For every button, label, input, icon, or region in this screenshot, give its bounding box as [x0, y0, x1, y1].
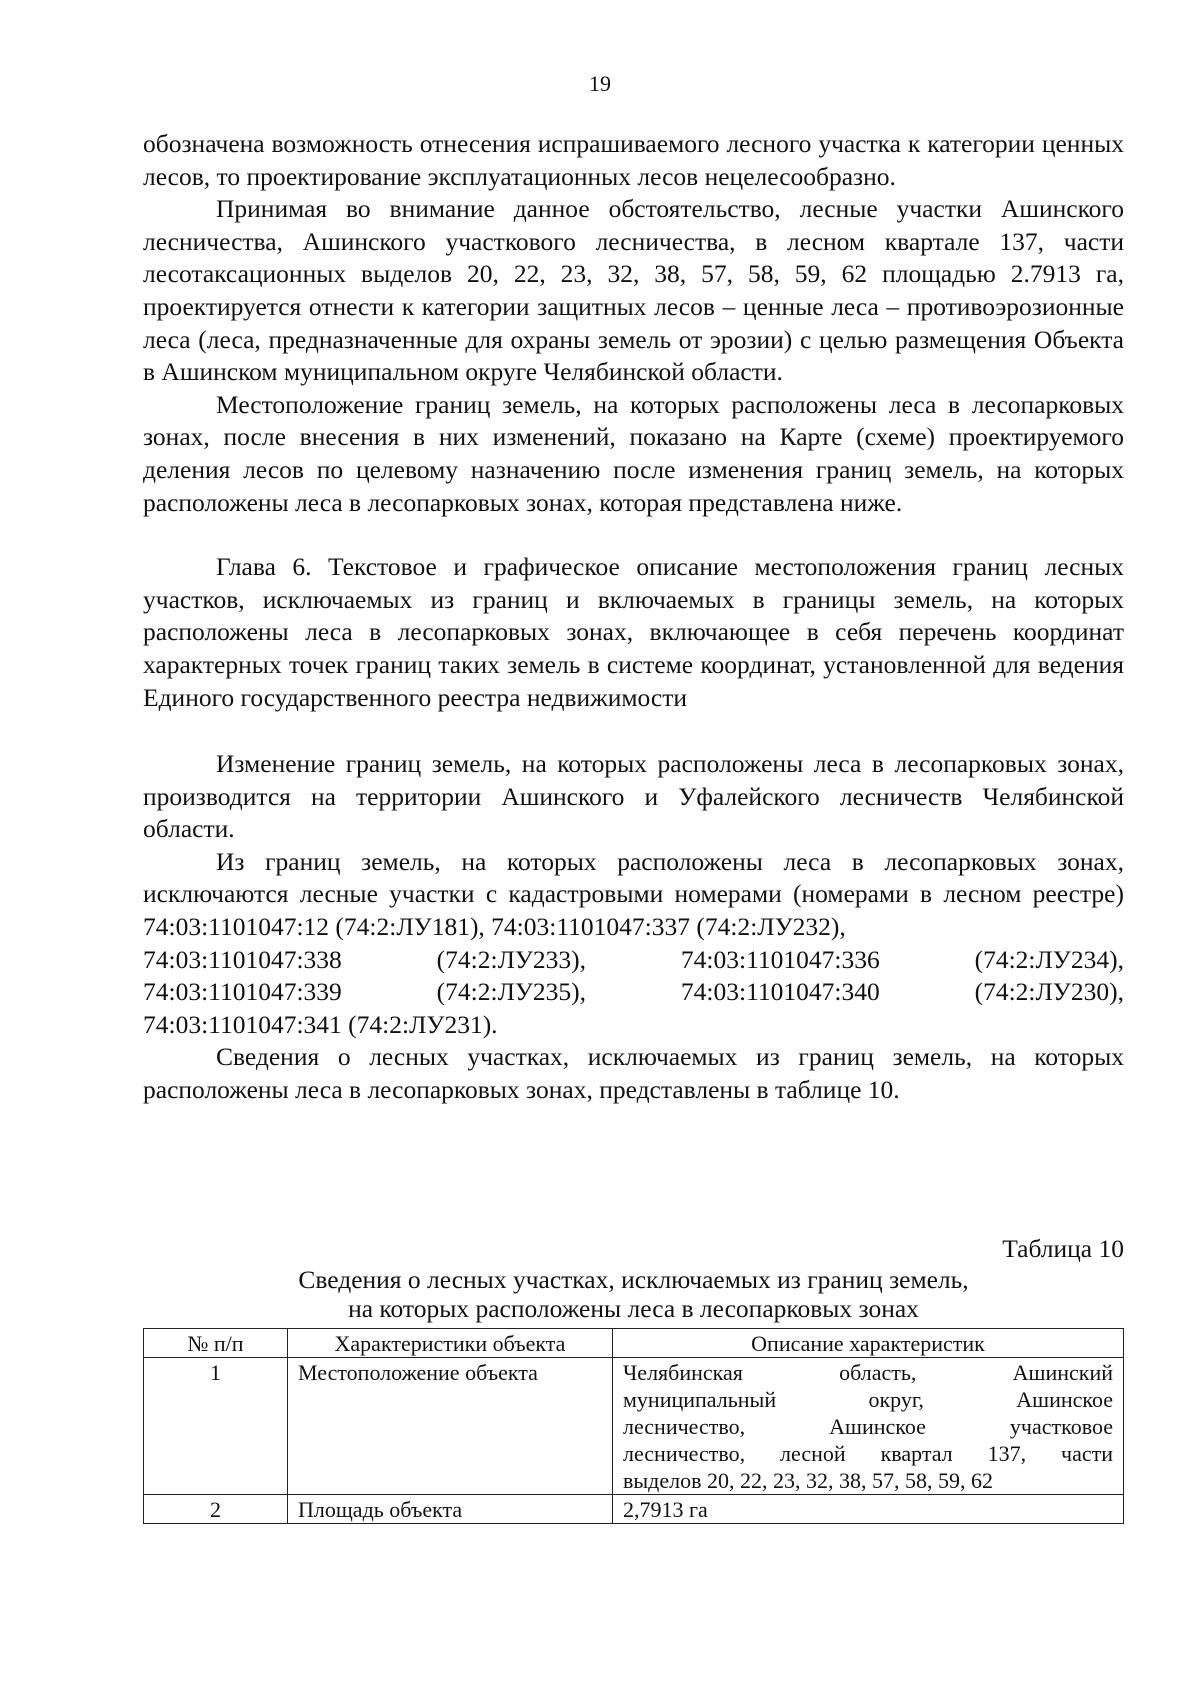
- description-line: [623, 1359, 1113, 1386]
- paragraph-5: Из границ земель, на которых расположены леса в лесопарковых зонах, исключаются лесные участки с кадастровыми номерами (номерами в лесном реестре) 74:03:1101047:12 (74:2:ЛУ181), 74:03:1101047:337 (74:2:ЛУ232),: [143, 846, 1124, 942]
- document-body: [143, 128, 1124, 1107]
- description-line: [623, 1467, 1113, 1494]
- description-word: лесничество,: [623, 1414, 746, 1439]
- table-row: [144, 1358, 1124, 1495]
- description-word: Ашинское: [829, 1414, 926, 1439]
- description-line: [623, 1440, 1113, 1467]
- description-cell: [613, 1495, 1124, 1524]
- page-number: 19: [589, 71, 611, 96]
- table-title-line: на которых расположены леса в лесопарковых зонах: [348, 1294, 919, 1323]
- cadastral-numbers-list: [143, 944, 1124, 1042]
- description-word: 2,7913 га: [623, 1497, 708, 1522]
- cadastral-number: 74:03:1101047:336: [680, 944, 880, 974]
- description-line: [623, 1386, 1113, 1413]
- table-row: [144, 1495, 1124, 1524]
- characteristic-cell: Площадь объекта: [288, 1495, 613, 1524]
- cadastral-number: 74:03:1101047:338: [143, 944, 342, 974]
- table-number: Таблица 10: [1002, 1234, 1124, 1263]
- description-word: округ,: [868, 1387, 924, 1412]
- paragraph-3: Местоположение границ земель, на которых расположены леса в лесопарковых зонах, после внесения в них изменений, показано на Карте (схеме) проектируемого деления лесов по целевому назначению после изменения границ земель, на которых расположены леса в лесопарковых зонах, которая представлена ниже.: [143, 389, 1124, 517]
- cadastral-number: 74:03:1101047:339: [143, 977, 342, 1007]
- description-line: [623, 1496, 1113, 1523]
- cadastral-number: 74:03:1101047:340: [680, 977, 880, 1007]
- data-table: [143, 1328, 1124, 1524]
- description-word: квартал: [880, 1441, 953, 1466]
- description-word: Ашинское: [1016, 1387, 1113, 1412]
- row-number: 1: [144, 1358, 288, 1495]
- description-word: Ашинский: [1012, 1360, 1113, 1385]
- cadastral-line: [143, 944, 1124, 977]
- column-header: Описание характеристик: [613, 1329, 1124, 1358]
- characteristic-cell: Местоположение объекта: [288, 1358, 613, 1495]
- paragraph-2: Принимая во внимание данное обстоятельство, лесные участки Ашинского лесничества, Ашинского участкового лесничества, в лесном квартале 137, части лесотаксационных выделов 20, 22, 23, 32, 38, 57, 58, 59, 62 площадью 2.7913 га, проектируется отнести к категории защитных лесов – ценные леса – противоэрозионные леса (леса, предназначенные для охраны земель от эрозии) с целью размещения Объекта в Ашинском муниципальном округе Челябинской области.: [143, 194, 1124, 387]
- description-word: лесничество,: [623, 1441, 746, 1466]
- table-title-line: Сведения о лесных участках, исключаемых из границ земель,: [298, 1265, 969, 1294]
- description-word: участковое: [1009, 1414, 1113, 1439]
- row-number: 2: [144, 1495, 288, 1524]
- registry-number: (74:2:ЛУ235),: [436, 977, 587, 1007]
- description-word: 137,: [987, 1441, 1027, 1466]
- paragraph-1: обозначена возможность отнесения испрашиваемого лесного участка к категории ценных лесов, то проектирование эксплуатационных лесов нецелесообразно.: [143, 129, 1124, 191]
- description-word: область,: [839, 1360, 917, 1385]
- description-word: лесной: [780, 1441, 846, 1466]
- paragraph-6: Сведения о лесных участках, исключаемых из границ земель, на которых расположены леса в лесопарковых зонах, представлены в таблице 10.: [143, 1042, 1124, 1105]
- column-header: № п/п: [144, 1329, 288, 1358]
- description-line: [623, 1413, 1113, 1440]
- table-title: [143, 1265, 1124, 1323]
- cadastral-number: 74:03:1101047:341 (74:2:ЛУ231).: [143, 1009, 498, 1039]
- description-word: выделов 20, 22, 23, 32, 38, 57, 58, 59, 62: [623, 1468, 993, 1493]
- chapter-heading: Глава 6. Текстовое и графическое описание местоположения границ лесных участков, исключаемых из границ и включаемых в границы земель, на которых расположены леса в лесопарковых зонах, включающее в себя перечень координат характерных точек границ таких земель в системе координат, установленной для ведения Единого государственного реестра недвижимости: [143, 552, 1124, 712]
- paragraph-4: Изменение границ земель, на которых расположены леса в лесопарковых зонах, производится на территории Ашинского и Уфалейского лесничеств Челябинской области.: [143, 749, 1124, 844]
- cadastral-line: [143, 976, 1124, 1009]
- column-header: Характеристики объекта: [288, 1329, 613, 1358]
- description-word: части: [1061, 1441, 1113, 1466]
- description-cell: [613, 1358, 1124, 1495]
- table-header-row: [144, 1329, 1124, 1358]
- registry-number: (74:2:ЛУ234),: [974, 944, 1124, 974]
- description-word: муниципальный: [623, 1387, 777, 1412]
- registry-number: (74:2:ЛУ230),: [974, 977, 1124, 1007]
- cadastral-line: [143, 1009, 1124, 1042]
- registry-number: (74:2:ЛУ233),: [436, 944, 587, 974]
- description-word: Челябинская: [623, 1360, 743, 1385]
